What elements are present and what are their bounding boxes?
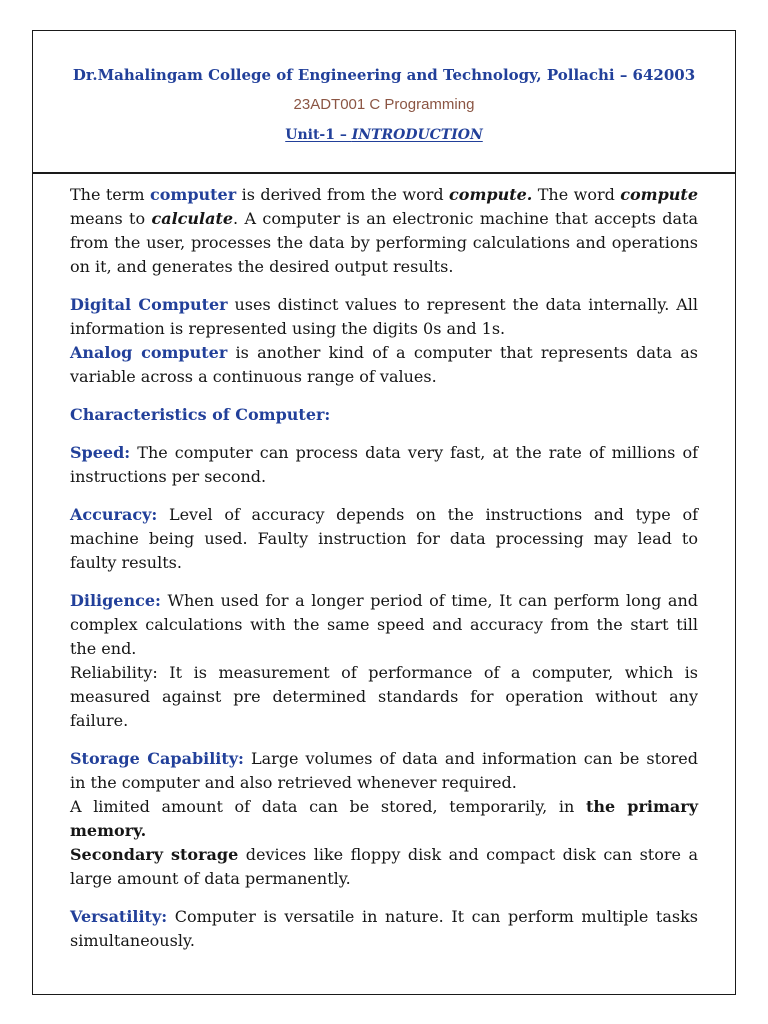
secondary-storage-emphasis: Secondary storage [70,845,239,864]
primary-memory-emphasis: the primary memory. [70,797,698,840]
document-body [33,174,735,953]
digital-computer-label: Digital Computer [70,295,228,314]
intro-text: is derived from the word [236,185,450,204]
intro-text: The word [532,185,621,204]
storage-label: Storage Capability: [70,749,244,768]
diligence-reliability-group [70,589,698,733]
diligence-text: When used for a longer period of time, It can perform long and complex calculations with the same speed and accuracy from the start till the end. [70,591,698,658]
digital-computer-definition [70,293,698,341]
unit-number: Unit-1 – [285,127,352,143]
reliability-text: Reliability: It is measurement of performance of a computer, which is measured against pre determined standards for operation without any failure. [70,663,698,730]
computer-types [70,293,698,389]
speed-label: Speed: [70,443,131,462]
digital-computer-text: uses distinct values to represent the data internally. All information is represented using the digits 0s and 1s. [70,295,699,338]
storage-group [70,747,698,891]
analog-computer-text: is another kind of a computer that represents data as variable across a continuous range of values. [70,343,698,386]
emphasis-compute: compute [620,185,698,204]
reliability-paragraph [70,661,698,733]
storage-text: Large volumes of data and information can be stored in the computer and also retrieved whenever required. [70,749,698,792]
versatility-label: Versatility: [70,907,168,926]
analog-computer-definition [70,341,698,389]
diligence-paragraph [70,589,698,661]
speed-paragraph [70,441,698,489]
versatility-paragraph [70,905,698,953]
intro-text: means to [70,209,152,228]
page-frame [32,30,736,995]
secondary-storage-text: devices like floppy disk and compact disk can store a large amount of data permanently. [70,845,698,888]
analog-computer-label: Analog computer [70,343,228,362]
emphasis-compute: compute. [449,185,533,204]
document-header [33,31,735,174]
accuracy-label: Accuracy: [70,505,158,524]
primary-memory-text: A limited amount of data can be stored, temporarily, in [70,797,586,816]
primary-memory-paragraph [70,795,698,843]
secondary-storage-paragraph [70,843,698,891]
unit-heading-underlined [285,127,483,143]
term-computer: computer [150,185,237,204]
intro-paragraph [70,183,698,279]
emphasis-calculate: calculate [151,209,234,228]
accuracy-text: Level of accuracy depends on the instructions and type of machine being used. Faulty instruction for data processing may lead to faulty results. [70,505,698,572]
unit-name: INTRODUCTION [351,127,483,143]
course-code-title: 23ADT001 C Programming [293,96,475,113]
speed-text: The computer can process data very fast, at the rate of millions of instructions per second. [70,443,698,486]
storage-paragraph [70,747,698,795]
diligence-label: Diligence: [70,591,161,610]
intro-text: . A computer is an electronic machine that accepts data from the user, processes the data by performing calculations and operations on it, and generates the desired output results. [70,209,699,276]
versatility-text: Computer is versatile in nature. It can perform multiple tasks simultaneously. [70,907,698,950]
college-name: Dr.Mahalingam College of Engineering and Technology, Pollachi – 642003 [72,66,696,84]
accuracy-paragraph [70,503,698,575]
intro-text: The term [70,185,150,204]
characteristics-heading: Characteristics of Computer: [70,405,331,424]
unit-title [33,120,735,150]
